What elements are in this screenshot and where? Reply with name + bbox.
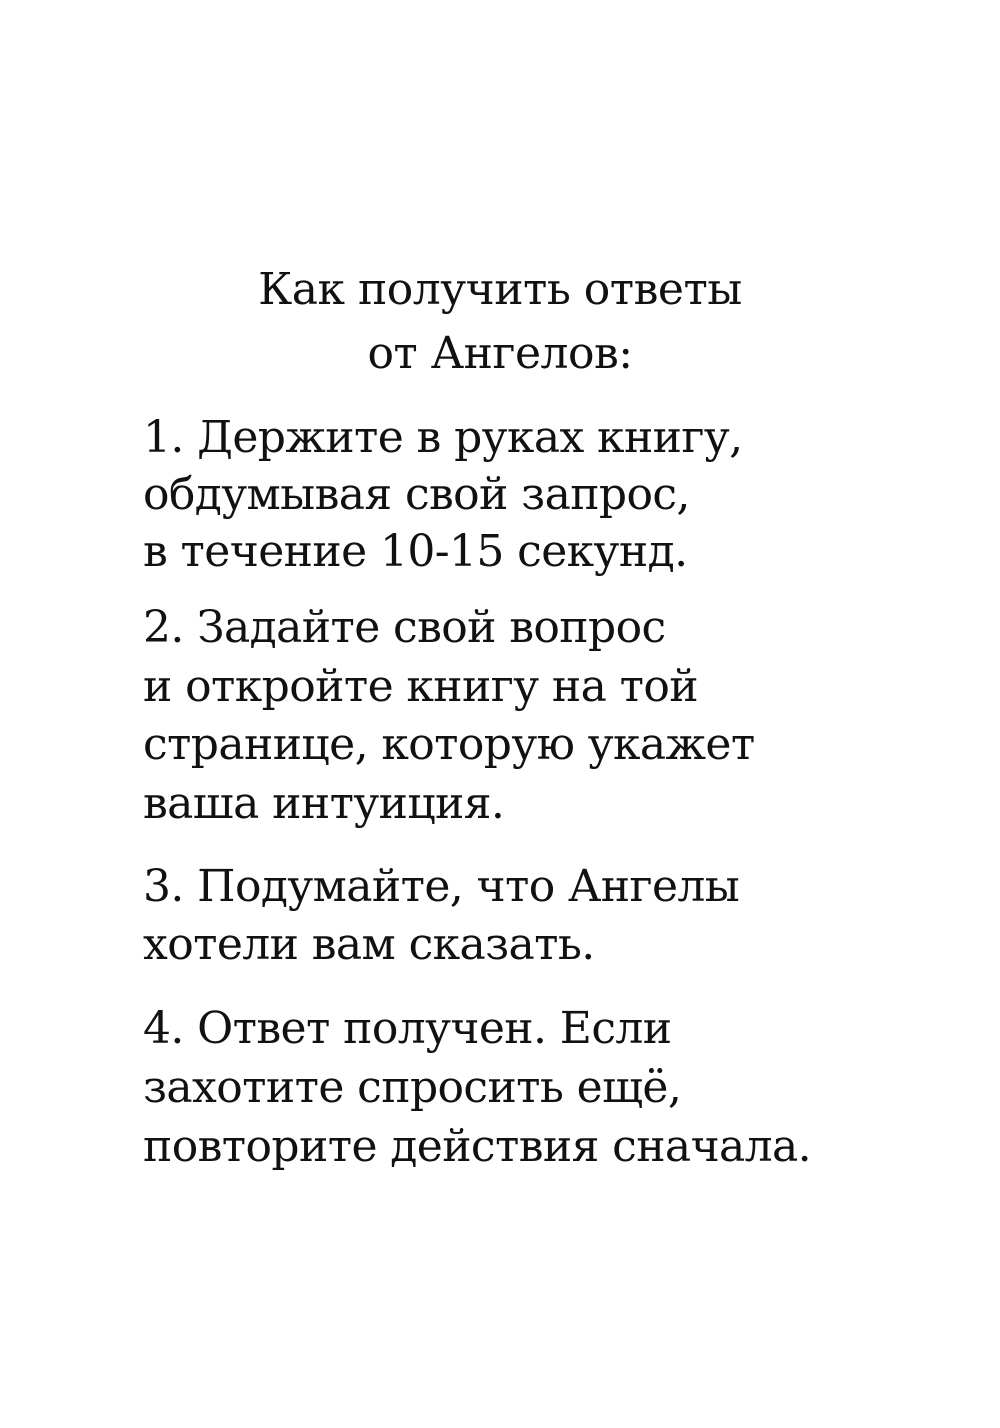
page-title-line-2: от Ангелов: [367,328,633,379]
step-1-line-2: обдумывая свой запрос, [143,469,690,520]
step-2-line-1: 2. Задайте свой вопрос [143,602,666,653]
step-4-line-1: 4. Ответ получен. Если [143,1003,672,1054]
page-title-line-1: Как получить ответы [258,264,742,315]
step-3-line-1: 3. Подумайте, что Ангелы [143,861,740,912]
step-2-line-2: и откройте книгу на той [143,661,698,712]
step-4-line-3: повторите действия сначала. [143,1121,812,1172]
step-2-line-3: странице, которую укажет [143,719,755,770]
step-1-line-1: 1. Держите в руках книгу, [143,412,743,463]
step-2-line-4: ваша интуиция. [143,778,505,829]
step-3-line-2: хотели вам сказать. [143,919,595,970]
step-4-line-2: захотите спросить ещё, [143,1062,682,1113]
step-1-line-3: в течение 10-15 секунд. [143,526,688,577]
